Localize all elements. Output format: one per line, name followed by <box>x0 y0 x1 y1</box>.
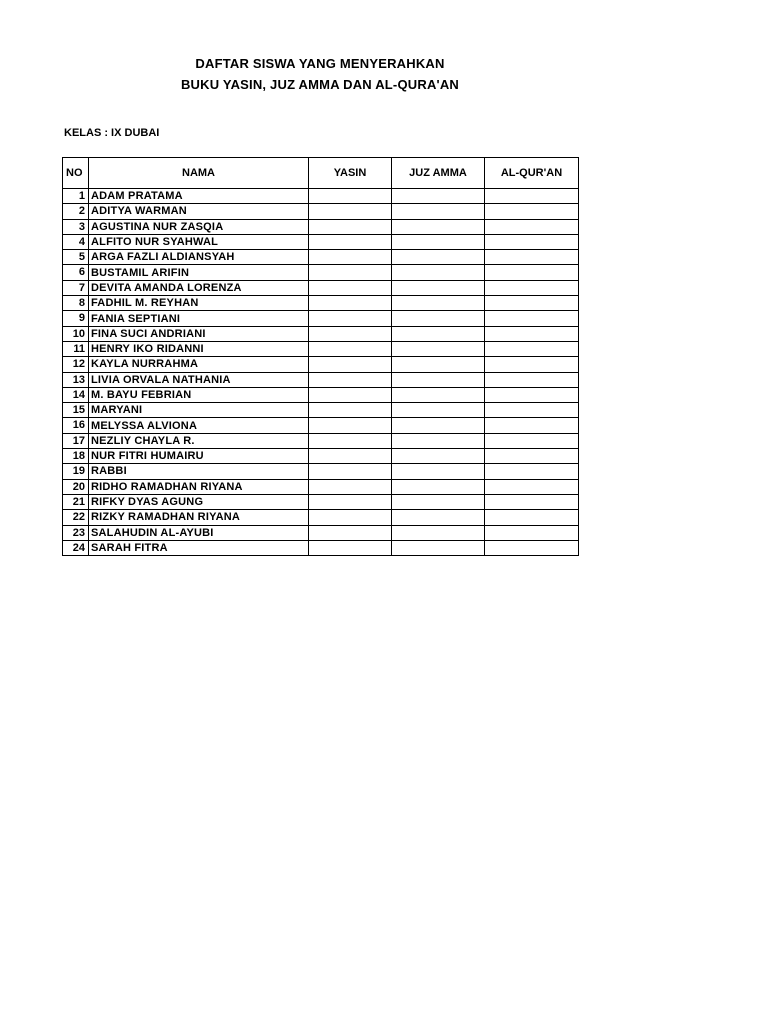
juz-amma-cell <box>392 433 485 448</box>
al-quran-cell <box>485 387 579 402</box>
yasin-cell <box>309 510 392 525</box>
juz-amma-cell <box>392 250 485 265</box>
table-row <box>63 326 579 341</box>
juz-amma-cell <box>392 525 485 540</box>
row-number-cell: 2 <box>63 204 89 219</box>
yasin-cell <box>309 250 392 265</box>
table-row <box>63 234 579 249</box>
al-quran-cell <box>485 189 579 204</box>
table-row <box>63 296 579 311</box>
yasin-cell <box>309 296 392 311</box>
table-row <box>63 341 579 356</box>
class-label: KELAS : IX DUBAI <box>64 127 160 139</box>
row-number-cell: 19 <box>63 464 89 479</box>
table-row <box>63 250 579 265</box>
juz-amma-cell <box>392 464 485 479</box>
row-number-cell: 21 <box>63 494 89 509</box>
row-number-cell: 11 <box>63 341 89 356</box>
student-name-cell: KAYLA NURRAHMA <box>89 357 309 372</box>
student-name-cell: MARYANI <box>89 403 309 418</box>
yasin-cell <box>309 326 392 341</box>
row-number-cell: 9 <box>63 311 89 326</box>
yasin-cell <box>309 449 392 464</box>
row-number-cell: 8 <box>63 296 89 311</box>
al-quran-cell <box>485 403 579 418</box>
al-quran-cell <box>485 449 579 464</box>
row-number-cell: 18 <box>63 449 89 464</box>
juz-amma-cell <box>392 387 485 402</box>
juz-amma-cell <box>392 189 485 204</box>
row-number-cell: 10 <box>63 326 89 341</box>
juz-amma-cell <box>392 204 485 219</box>
row-number-cell: 16 <box>63 418 89 433</box>
row-number-cell: 24 <box>63 540 89 555</box>
al-quran-cell <box>485 296 579 311</box>
row-number-cell: 22 <box>63 510 89 525</box>
yasin-cell <box>309 204 392 219</box>
student-name-cell: FANIA SEPTIANI <box>89 311 309 326</box>
yasin-cell <box>309 418 392 433</box>
table-row <box>63 464 579 479</box>
student-name-cell: RIZKY RAMADHAN RIYANA <box>89 510 309 525</box>
row-number-cell: 7 <box>63 280 89 295</box>
yasin-cell <box>309 280 392 295</box>
table-row <box>63 525 579 540</box>
row-number-cell: 3 <box>63 219 89 234</box>
student-name-cell: MELYSSA ALVIONA <box>89 418 309 433</box>
student-name-cell: RIDHO RAMADHAN RIYANA <box>89 479 309 494</box>
student-name-cell: AGUSTINA NUR ZASQIA <box>89 219 309 234</box>
juz-amma-cell <box>392 494 485 509</box>
al-quran-cell <box>485 250 579 265</box>
al-quran-cell <box>485 311 579 326</box>
student-name-cell: ALFITO NUR SYAHWAL <box>89 234 309 249</box>
table-row <box>63 494 579 509</box>
table-row <box>63 449 579 464</box>
student-name-cell: FINA SUCI ANDRIANI <box>89 326 309 341</box>
table-row <box>63 265 579 280</box>
student-name-cell: NEZLIY CHAYLA R. <box>89 433 309 448</box>
juz-amma-cell <box>392 280 485 295</box>
student-table <box>62 157 579 556</box>
yasin-cell <box>309 387 392 402</box>
table-row <box>63 280 579 295</box>
document-title-line2: BUKU YASIN, JUZ AMMA DAN AL-QURA'AN <box>180 77 460 92</box>
al-quran-cell <box>485 265 579 280</box>
al-quran-cell <box>485 219 579 234</box>
yasin-cell <box>309 433 392 448</box>
al-quran-cell <box>485 341 579 356</box>
yasin-cell <box>309 372 392 387</box>
document-title-line1: DAFTAR SISWA YANG MENYERAHKAN <box>195 56 445 71</box>
juz-amma-cell <box>392 449 485 464</box>
juz-amma-cell <box>392 418 485 433</box>
student-name-cell: ADITYA WARMAN <box>89 204 309 219</box>
table-row <box>63 387 579 402</box>
row-number-cell: 15 <box>63 403 89 418</box>
row-number-cell: 14 <box>63 387 89 402</box>
table-row <box>63 219 579 234</box>
table-row <box>63 357 579 372</box>
row-number-cell: 23 <box>63 525 89 540</box>
student-name-cell: NUR FITRI HUMAIRU <box>89 449 309 464</box>
row-number-cell: 1 <box>63 189 89 204</box>
yasin-cell <box>309 479 392 494</box>
juz-amma-cell <box>392 219 485 234</box>
student-name-cell: ARGA FAZLI ALDIANSYAH <box>89 250 309 265</box>
yasin-cell <box>309 403 392 418</box>
table-row <box>63 204 579 219</box>
student-name-cell: M. BAYU FEBRIAN <box>89 387 309 402</box>
al-quran-cell <box>485 204 579 219</box>
column-header-nama: NAMA <box>89 158 309 189</box>
al-quran-cell <box>485 479 579 494</box>
al-quran-cell <box>485 433 579 448</box>
student-name-cell: HENRY IKO RIDANNI <box>89 341 309 356</box>
juz-amma-cell <box>392 296 485 311</box>
juz-amma-cell <box>392 403 485 418</box>
row-number-cell: 17 <box>63 433 89 448</box>
al-quran-cell <box>485 418 579 433</box>
table-row <box>63 418 579 433</box>
al-quran-cell <box>485 372 579 387</box>
yasin-cell <box>309 219 392 234</box>
student-name-cell: RABBI <box>89 464 309 479</box>
row-number-cell: 6 <box>63 265 89 280</box>
table-row <box>63 372 579 387</box>
student-name-cell: ADAM PRATAMA <box>89 189 309 204</box>
student-name-cell: RIFKY DYAS AGUNG <box>89 494 309 509</box>
student-name-cell: SARAH FITRA <box>89 540 309 555</box>
al-quran-cell <box>485 525 579 540</box>
student-name-cell: SALAHUDIN AL-AYUBI <box>89 525 309 540</box>
row-number-cell: 5 <box>63 250 89 265</box>
juz-amma-cell <box>392 372 485 387</box>
al-quran-cell <box>485 540 579 555</box>
row-number-cell: 12 <box>63 357 89 372</box>
yasin-cell <box>309 464 392 479</box>
yasin-cell <box>309 357 392 372</box>
table-body <box>63 189 579 556</box>
student-name-cell: DEVITA AMANDA LORENZA <box>89 280 309 295</box>
juz-amma-cell <box>392 234 485 249</box>
al-quran-cell <box>485 357 579 372</box>
column-header-al-quran: AL-QUR'AN <box>485 158 579 189</box>
al-quran-cell <box>485 494 579 509</box>
student-name-cell: LIVIA ORVALA NATHANIA <box>89 372 309 387</box>
column-header-yasin: YASIN <box>309 158 392 189</box>
table-row <box>63 189 579 204</box>
al-quran-cell <box>485 510 579 525</box>
table-row <box>63 510 579 525</box>
table-row <box>63 403 579 418</box>
column-header-no: NO <box>63 158 89 189</box>
juz-amma-cell <box>392 341 485 356</box>
yasin-cell <box>309 265 392 280</box>
table-row <box>63 433 579 448</box>
yasin-cell <box>309 189 392 204</box>
yasin-cell <box>309 540 392 555</box>
juz-amma-cell <box>392 479 485 494</box>
row-number-cell: 13 <box>63 372 89 387</box>
al-quran-cell <box>485 234 579 249</box>
table-header-row <box>63 158 579 189</box>
table-row <box>63 540 579 555</box>
al-quran-cell <box>485 464 579 479</box>
yasin-cell <box>309 494 392 509</box>
student-name-cell: BUSTAMIL ARIFIN <box>89 265 309 280</box>
student-name-cell: FADHIL M. REYHAN <box>89 296 309 311</box>
yasin-cell <box>309 311 392 326</box>
juz-amma-cell <box>392 265 485 280</box>
column-header-juz-amma: JUZ AMMA <box>392 158 485 189</box>
yasin-cell <box>309 234 392 249</box>
juz-amma-cell <box>392 510 485 525</box>
row-number-cell: 20 <box>63 479 89 494</box>
juz-amma-cell <box>392 540 485 555</box>
yasin-cell <box>309 525 392 540</box>
table-row <box>63 311 579 326</box>
al-quran-cell <box>485 280 579 295</box>
al-quran-cell <box>485 326 579 341</box>
juz-amma-cell <box>392 357 485 372</box>
table-row <box>63 479 579 494</box>
juz-amma-cell <box>392 311 485 326</box>
juz-amma-cell <box>392 326 485 341</box>
row-number-cell: 4 <box>63 234 89 249</box>
yasin-cell <box>309 341 392 356</box>
